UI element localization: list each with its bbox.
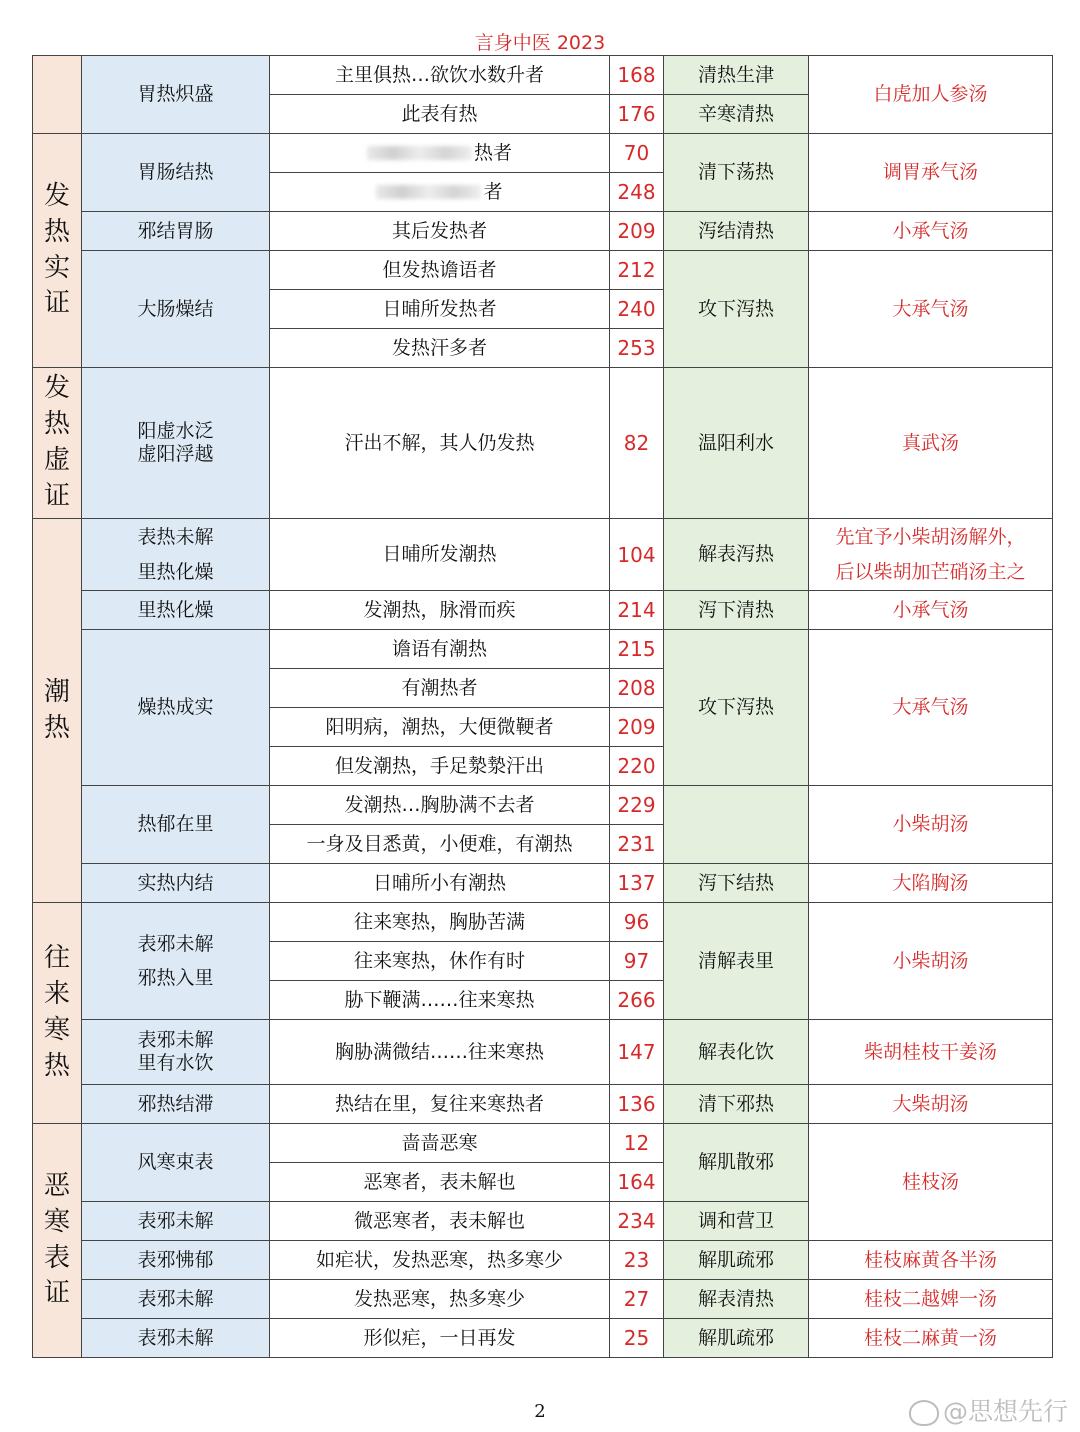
pattern-cell: 风寒束表 [82, 1124, 270, 1202]
condition-cell: 发潮热…胸胁满不去者 [270, 786, 610, 825]
table-row [33, 1124, 1053, 1163]
pattern-cell: 表邪未解 [82, 1202, 270, 1241]
condition-cell: 日晡所小有潮热 [270, 864, 610, 903]
clause-number: 234 [610, 1202, 664, 1241]
table-row [33, 1020, 1053, 1085]
clause-number: 248 [610, 173, 664, 212]
method-cell: 解肌散邪 [664, 1124, 809, 1202]
clause-number: 82 [610, 368, 664, 519]
pattern-cell: 表邪未解 邪热入里 [82, 903, 270, 1020]
method-cell: 清解表里 [664, 903, 809, 1020]
page-title: 言身中医 2023 [474, 32, 606, 54]
table-row [33, 903, 1053, 942]
condition-cell: 有潮热者 [270, 669, 610, 708]
formula-cell: 小承气汤 [809, 212, 1053, 251]
clause-number: 209 [610, 708, 664, 747]
condition-cell: 主里俱热…欲饮水数升者 [270, 56, 610, 95]
formula-cell: 真武汤 [809, 368, 1053, 519]
table-row [33, 56, 1053, 95]
formula-cell: 小柴胡汤 [809, 786, 1053, 864]
formula-cell: 大承气汤 [809, 251, 1053, 368]
clause-number: 12 [610, 1124, 664, 1163]
formula-cell: 大柴胡汤 [809, 1085, 1053, 1124]
formula-cell: 小柴胡汤 [809, 903, 1053, 1020]
clause-number: 164 [610, 1163, 664, 1202]
condition-cell: 一身及目悉黄，小便难，有潮热 [270, 825, 610, 864]
pattern-cell: 里热化燥 [82, 591, 270, 630]
condition-cell: 胁下鞭满……往来寒热 [270, 981, 610, 1020]
clause-number: 266 [610, 981, 664, 1020]
pattern-cell: 燥热成实 [82, 630, 270, 786]
watermark [909, 1392, 1068, 1428]
formula-cell: 桂枝二越婢一汤 [809, 1280, 1053, 1319]
pattern-cell: 胃热炽盛 [82, 56, 270, 134]
condition-cell: 谵语有潮热 [270, 630, 610, 669]
condition-cell: 阳明病，潮热，大便微鞕者 [270, 708, 610, 747]
method-cell: 清下邪热 [664, 1085, 809, 1124]
fever-syndrome-table [32, 55, 1053, 1358]
redaction-blur [376, 185, 481, 199]
condition-cell: 如疟状，发热恶寒，热多寒少 [270, 1241, 610, 1280]
category-cell: 发 热 实 证 [33, 134, 82, 368]
clause-number: 209 [610, 212, 664, 251]
method-cell: 泻下清热 [664, 591, 809, 630]
method-cell: 解表化饮 [664, 1020, 809, 1085]
table-row [33, 1241, 1053, 1280]
condition-cell: 形似疟，一日再发 [270, 1319, 610, 1358]
table-row [33, 212, 1053, 251]
method-cell: 泻结清热 [664, 212, 809, 251]
condition-cell: 恶寒者，表未解也 [270, 1163, 610, 1202]
clause-number: 147 [610, 1020, 664, 1085]
condition-cell: 日晡所发热者 [270, 290, 610, 329]
pattern-cell: 阳虚水泛 虚阳浮越 [82, 368, 270, 519]
method-cell: 清下荡热 [664, 134, 809, 212]
method-cell: 解肌疏邪 [664, 1319, 809, 1358]
formula-cell: 调胃承气汤 [809, 134, 1053, 212]
clause-number: 215 [610, 630, 664, 669]
condition-cell-redacted: 者 [270, 173, 610, 212]
method-cell: 泻下结热 [664, 864, 809, 903]
clause-number: 104 [610, 519, 664, 591]
page-number: 2 [534, 1401, 546, 1422]
method-cell: 辛寒清热 [664, 95, 809, 134]
method-cell: 攻下泻热 [664, 630, 809, 786]
formula-cell: 白虎加人参汤 [809, 56, 1053, 134]
clause-number: 253 [610, 329, 664, 368]
formula-cell: 大承气汤 [809, 630, 1053, 786]
category-cell [33, 56, 82, 134]
formula-cell: 桂枝汤 [809, 1124, 1053, 1241]
table-row [33, 251, 1053, 290]
category-cell: 发 热 虚 证 [33, 368, 82, 519]
pattern-cell: 实热内结 [82, 864, 270, 903]
clause-number: 23 [610, 1241, 664, 1280]
method-cell [664, 786, 809, 864]
condition-cell: 啬啬恶寒 [270, 1124, 610, 1163]
clause-number: 97 [610, 942, 664, 981]
clause-number: 137 [610, 864, 664, 903]
clause-number: 176 [610, 95, 664, 134]
condition-cell: 但发热谵语者 [270, 251, 610, 290]
condition-cell: 发热恶寒，热多寒少 [270, 1280, 610, 1319]
formula-cell: 桂枝二麻黄一汤 [809, 1319, 1053, 1358]
condition-cell: 发热汗多者 [270, 329, 610, 368]
condition-cell: 发潮热，脉滑而疾 [270, 591, 610, 630]
clause-number: 136 [610, 1085, 664, 1124]
condition-cell: 此表有热 [270, 95, 610, 134]
category-cell: 潮 热 [33, 519, 82, 903]
formula-cell: 先宜予小柴胡汤解外， 后以柴胡加芒硝汤主之 [809, 519, 1053, 591]
condition-cell: 汗出不解，其人仍发热 [270, 368, 610, 519]
category-cell: 恶 寒 表 证 [33, 1124, 82, 1358]
clause-number: 168 [610, 56, 664, 95]
pattern-cell: 表热未解 里热化燥 [82, 519, 270, 591]
clause-number: 220 [610, 747, 664, 786]
method-cell: 解表清热 [664, 1280, 809, 1319]
table-row [33, 630, 1053, 669]
clause-number: 214 [610, 591, 664, 630]
pattern-cell: 表邪未解 [82, 1319, 270, 1358]
pattern-cell: 邪结胃肠 [82, 212, 270, 251]
condition-cell: 微恶寒者，表未解也 [270, 1202, 610, 1241]
clause-number: 96 [610, 903, 664, 942]
table-row [33, 134, 1053, 173]
condition-cell: 其后发热者 [270, 212, 610, 251]
condition-cell: 热结在里，复往来寒热者 [270, 1085, 610, 1124]
pattern-cell: 表邪未解 里有水饮 [82, 1020, 270, 1085]
condition-cell: 但发潮热，手足漐漐汗出 [270, 747, 610, 786]
clause-number: 208 [610, 669, 664, 708]
weibo-icon [909, 1400, 939, 1426]
method-cell: 攻下泻热 [664, 251, 809, 368]
method-cell: 调和营卫 [664, 1202, 809, 1241]
pattern-cell: 热郁在里 [82, 786, 270, 864]
table-row [33, 1085, 1053, 1124]
condition-cell-redacted: 热者 [270, 134, 610, 173]
pattern-cell: 胃肠结热 [82, 134, 270, 212]
method-cell: 解肌疏邪 [664, 1241, 809, 1280]
clause-number: 231 [610, 825, 664, 864]
condition-cell: 往来寒热，休作有时 [270, 942, 610, 981]
table-row [33, 368, 1053, 519]
pattern-cell: 表邪未解 [82, 1280, 270, 1319]
pattern-cell: 大肠燥结 [82, 251, 270, 368]
formula-cell: 小承气汤 [809, 591, 1053, 630]
table-row [33, 786, 1053, 825]
method-cell: 解表泻热 [664, 519, 809, 591]
method-cell: 温阳利水 [664, 368, 809, 519]
clause-number: 229 [610, 786, 664, 825]
clause-number: 212 [610, 251, 664, 290]
clause-number: 27 [610, 1280, 664, 1319]
condition-cell: 日晡所发潮热 [270, 519, 610, 591]
condition-cell: 胸胁满微结……往来寒热 [270, 1020, 610, 1085]
table-row [33, 519, 1053, 591]
redaction-blur [367, 146, 472, 160]
condition-cell: 往来寒热，胸胁苦满 [270, 903, 610, 942]
table-row [33, 864, 1053, 903]
clause-number: 240 [610, 290, 664, 329]
table-row [33, 1280, 1053, 1319]
table-row [33, 1319, 1053, 1358]
watermark-text: @思想先行 [942, 1397, 1068, 1426]
pattern-cell: 邪热结滞 [82, 1085, 270, 1124]
clause-number: 70 [610, 134, 664, 173]
method-cell: 清热生津 [664, 56, 809, 95]
pattern-cell: 表邪怫郁 [82, 1241, 270, 1280]
clause-number: 25 [610, 1319, 664, 1358]
formula-cell: 柴胡桂枝干姜汤 [809, 1020, 1053, 1085]
table-row [33, 591, 1053, 630]
category-cell: 往 来 寒 热 [33, 903, 82, 1124]
formula-cell: 大陷胸汤 [809, 864, 1053, 903]
formula-cell: 桂枝麻黄各半汤 [809, 1241, 1053, 1280]
